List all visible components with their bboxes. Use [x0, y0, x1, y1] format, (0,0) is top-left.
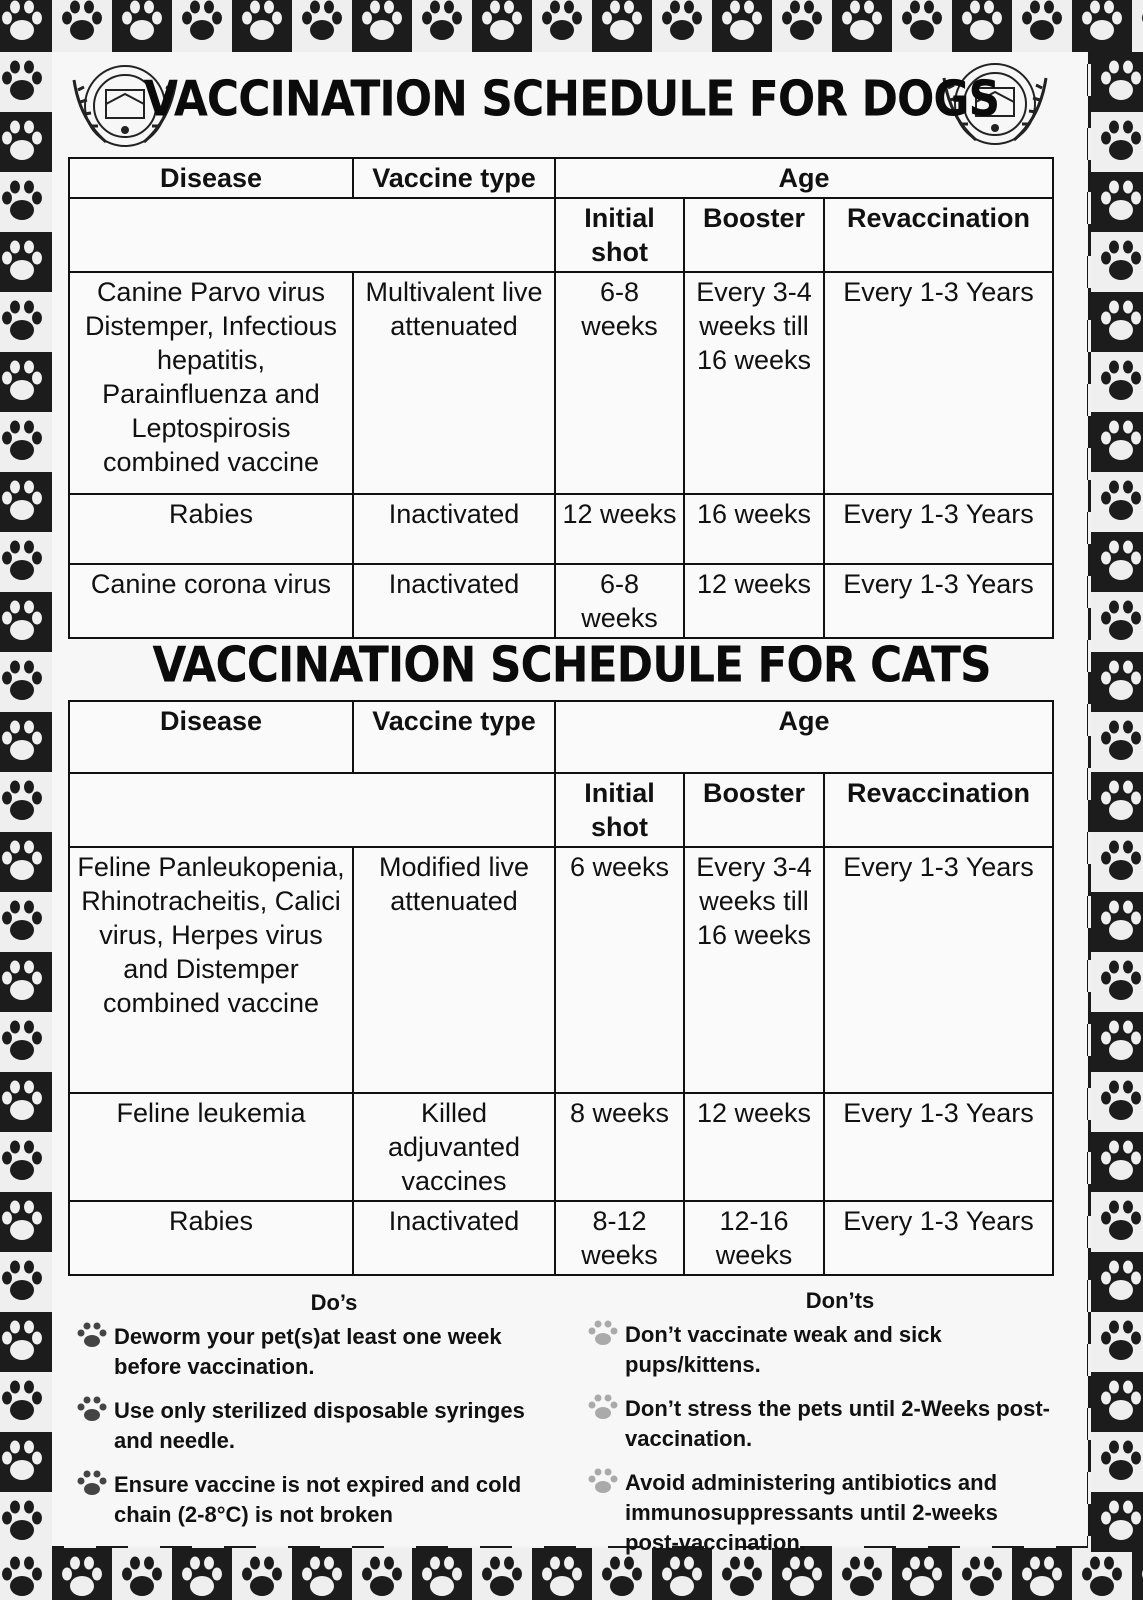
paw-print-icon — [472, 1548, 532, 1600]
donts-section — [585, 1286, 1055, 1572]
paw-print-icon — [0, 532, 52, 592]
paw-print-icon — [1091, 1312, 1143, 1372]
paw-print-icon — [952, 0, 1012, 52]
paw-print-icon — [172, 0, 232, 52]
paw-print-icon — [652, 0, 712, 52]
paw-print-icon — [292, 0, 352, 52]
table-row — [69, 1093, 1053, 1201]
dogs-header-disease: Disease — [69, 158, 353, 198]
dogs-cell-type: Inactivated — [353, 494, 555, 564]
dogs-cell-initial: 12 weeks — [555, 494, 684, 564]
paw-bullet-icon — [74, 1320, 110, 1350]
dos-item-text: Deworm your pet(s)at least one week before vaccination. — [114, 1324, 502, 1379]
donts-item-text: Avoid administering antibiotics and immunosuppressants until 2-weeks post-vaccination. — [625, 1470, 998, 1555]
cats-cell-disease: Rabies — [69, 1201, 353, 1275]
paw-print-icon — [1091, 1012, 1143, 1072]
paw-print-icon — [0, 832, 52, 892]
paw-print-icon — [1091, 352, 1143, 412]
paw-print-icon — [52, 0, 112, 52]
cats-header-blank — [69, 773, 555, 847]
paw-print-icon — [1091, 232, 1143, 292]
paw-print-icon — [1072, 0, 1132, 52]
paw-print-icon — [1091, 712, 1143, 772]
paw-print-icon — [1091, 412, 1143, 472]
paw-print-icon — [832, 0, 892, 52]
paw-print-icon — [0, 952, 52, 1012]
paw-print-icon — [172, 1548, 232, 1600]
paw-print-icon — [0, 1012, 52, 1072]
paw-print-icon — [1091, 1372, 1143, 1432]
paw-print-icon — [0, 712, 52, 772]
paw-print-icon — [0, 1548, 52, 1600]
cats-cell-disease: Feline leukemia — [69, 1093, 353, 1201]
dogs-cell-booster: 12 weeks — [684, 564, 824, 638]
donts-item-text: Don’t vaccinate weak and sick pups/kittens. — [625, 1322, 942, 1377]
cats-cell-booster: Every 3-4 weeks till 16 weeks — [684, 847, 824, 1093]
paw-print-icon — [0, 772, 52, 832]
paw-print-icon — [0, 412, 52, 472]
dos-item-text: Use only sterilized disposable syringes and needle. — [114, 1398, 525, 1453]
paw-print-icon — [0, 0, 52, 52]
paw-print-icon — [1091, 952, 1143, 1012]
paw-print-icon — [1091, 292, 1143, 352]
cats-cell-type: Killed adjuvanted vaccines — [353, 1093, 555, 1201]
cats-header-vaccine-type: Vaccine type — [353, 701, 555, 773]
paw-print-icon — [1132, 0, 1143, 52]
paw-print-icon — [1091, 472, 1143, 532]
cats-cell-initial: 8 weeks — [555, 1093, 684, 1201]
paw-bullet-icon — [74, 1468, 110, 1498]
paw-print-icon — [292, 1548, 352, 1600]
cats-cell-disease: Feline Panleukopenia, Rhinotracheitis, Calici virus, Herpes virus and Distemper combined vaccine — [69, 847, 353, 1093]
dos-item-text: Ensure vaccine is not expired and cold chain (2-8°C) is not broken — [114, 1472, 522, 1527]
dogs-cell-type: Multivalent live attenuated — [353, 272, 555, 494]
paw-print-icon — [1091, 1432, 1143, 1492]
paw-print-icon — [0, 1132, 52, 1192]
cats-cell-type: Modified live attenuated — [353, 847, 555, 1093]
dogs-schedule-table — [68, 157, 1054, 639]
dogs-cell-revaccination: Every 1-3 Years — [824, 272, 1053, 494]
paw-print-icon — [1091, 1192, 1143, 1252]
paw-print-icon — [112, 0, 172, 52]
paw-print-icon — [1091, 772, 1143, 832]
paw-print-icon — [1091, 1072, 1143, 1132]
cats-header-initial-shot: Initial shot — [555, 773, 684, 847]
paw-print-icon — [0, 232, 52, 292]
dos-title: Do’s — [310, 1290, 358, 1315]
paw-print-icon — [0, 172, 52, 232]
dogs-cell-initial: 6-8 weeks — [555, 564, 684, 638]
cats-cell-revaccination: Every 1-3 Years — [824, 1093, 1053, 1201]
cats-schedule-title: VACCINATION SCHEDULE FOR CATS — [152, 636, 991, 695]
paw-print-icon — [1091, 1492, 1143, 1552]
paw-print-icon — [0, 1312, 52, 1372]
donts-title: Don’ts — [805, 1288, 875, 1313]
paw-bullet-icon — [585, 1466, 621, 1496]
paw-print-icon — [0, 1372, 52, 1432]
table-row — [69, 494, 1053, 564]
donts-item-text: Don’t stress the pets until 2-Weeks post-vaccination. — [625, 1396, 1051, 1451]
paw-bullet-icon — [74, 1394, 110, 1424]
cats-cell-booster: 12-16 weeks — [684, 1201, 824, 1275]
dogs-header-age: Age — [555, 158, 1053, 198]
dogs-cell-booster: Every 3-4 weeks till 16 weeks — [684, 272, 824, 494]
dogs-cell-revaccination: Every 1-3 Years — [824, 564, 1053, 638]
paw-print-icon — [0, 1432, 52, 1492]
paw-print-icon — [1091, 1132, 1143, 1192]
paw-print-icon — [1091, 532, 1143, 592]
paw-print-icon — [0, 1072, 52, 1132]
paw-print-icon — [0, 292, 52, 352]
cats-header-disease: Disease — [69, 701, 353, 773]
paw-print-icon — [0, 1192, 52, 1252]
cats-cell-initial: 8-12 weeks — [555, 1201, 684, 1275]
dogs-header-revaccination: Revaccination — [824, 198, 1053, 272]
paw-print-icon — [0, 1252, 52, 1312]
paw-bullet-icon — [585, 1392, 621, 1422]
paw-print-icon — [352, 1548, 412, 1600]
dogs-cell-type: Inactivated — [353, 564, 555, 638]
paw-print-icon — [1091, 172, 1143, 232]
paw-print-icon — [772, 0, 832, 52]
paw-print-icon — [892, 0, 952, 52]
dogs-header-vaccine-type: Vaccine type — [353, 158, 555, 198]
list-item — [74, 1396, 554, 1456]
dogs-cell-disease: Rabies — [69, 494, 353, 564]
paw-print-icon — [532, 1548, 592, 1600]
paw-print-icon — [1091, 832, 1143, 892]
cats-cell-revaccination: Every 1-3 Years — [824, 1201, 1053, 1275]
dogs-schedule-title: VACCINATION SCHEDULE FOR DOGS — [143, 70, 1000, 129]
dogs-cell-revaccination: Every 1-3 Years — [824, 494, 1053, 564]
list-item — [585, 1468, 1055, 1558]
cats-header-booster: Booster — [684, 773, 824, 847]
paw-print-icon — [1091, 1252, 1143, 1312]
paw-print-icon — [412, 0, 472, 52]
paw-print-icon — [0, 472, 52, 532]
table-row — [69, 272, 1053, 494]
paw-print-icon — [532, 0, 592, 52]
table-row — [69, 847, 1053, 1093]
dogs-cell-disease: Canine Parvo virus Distemper, Infectious hepatitis, Parainfluenza and Leptospirosis combined vaccine — [69, 272, 353, 494]
dogs-cell-booster: 16 weeks — [684, 494, 824, 564]
cats-cell-booster: 12 weeks — [684, 1093, 824, 1201]
paw-print-icon — [0, 1492, 52, 1552]
dogs-header-blank — [69, 198, 555, 272]
dogs-cell-disease: Canine corona virus — [69, 564, 353, 638]
paw-print-icon — [1012, 0, 1072, 52]
paw-print-icon — [1091, 892, 1143, 952]
paw-print-icon — [52, 1548, 112, 1600]
paw-print-icon — [1072, 1548, 1132, 1600]
dogs-header-initial-shot: Initial shot — [555, 198, 684, 272]
paw-print-icon — [1132, 1548, 1143, 1600]
list-item — [74, 1322, 554, 1382]
paw-print-icon — [0, 352, 52, 412]
list-item — [74, 1470, 554, 1530]
dogs-cell-initial: 6-8 weeks — [555, 272, 684, 494]
paw-print-icon — [712, 0, 772, 52]
list-item — [585, 1320, 1055, 1380]
paw-print-icon — [232, 1548, 292, 1600]
cats-cell-initial: 6 weeks — [555, 847, 684, 1093]
cats-cell-type: Inactivated — [353, 1201, 555, 1275]
paw-print-icon — [412, 1548, 472, 1600]
list-item — [585, 1394, 1055, 1454]
paw-print-icon — [232, 0, 292, 52]
paw-print-icon — [112, 1548, 172, 1600]
paw-print-icon — [472, 0, 532, 52]
cats-header-revaccination: Revaccination — [824, 773, 1053, 847]
cats-schedule-table — [68, 700, 1054, 1276]
cats-header-age: Age — [555, 701, 1053, 773]
paw-print-icon — [592, 0, 652, 52]
dogs-header-booster: Booster — [684, 198, 824, 272]
dos-section — [74, 1288, 554, 1544]
table-row — [69, 1201, 1053, 1275]
paw-print-icon — [352, 0, 412, 52]
paw-print-icon — [0, 892, 52, 952]
cats-cell-revaccination: Every 1-3 Years — [824, 847, 1053, 1093]
table-row — [69, 564, 1053, 638]
paw-bullet-icon — [585, 1318, 621, 1348]
